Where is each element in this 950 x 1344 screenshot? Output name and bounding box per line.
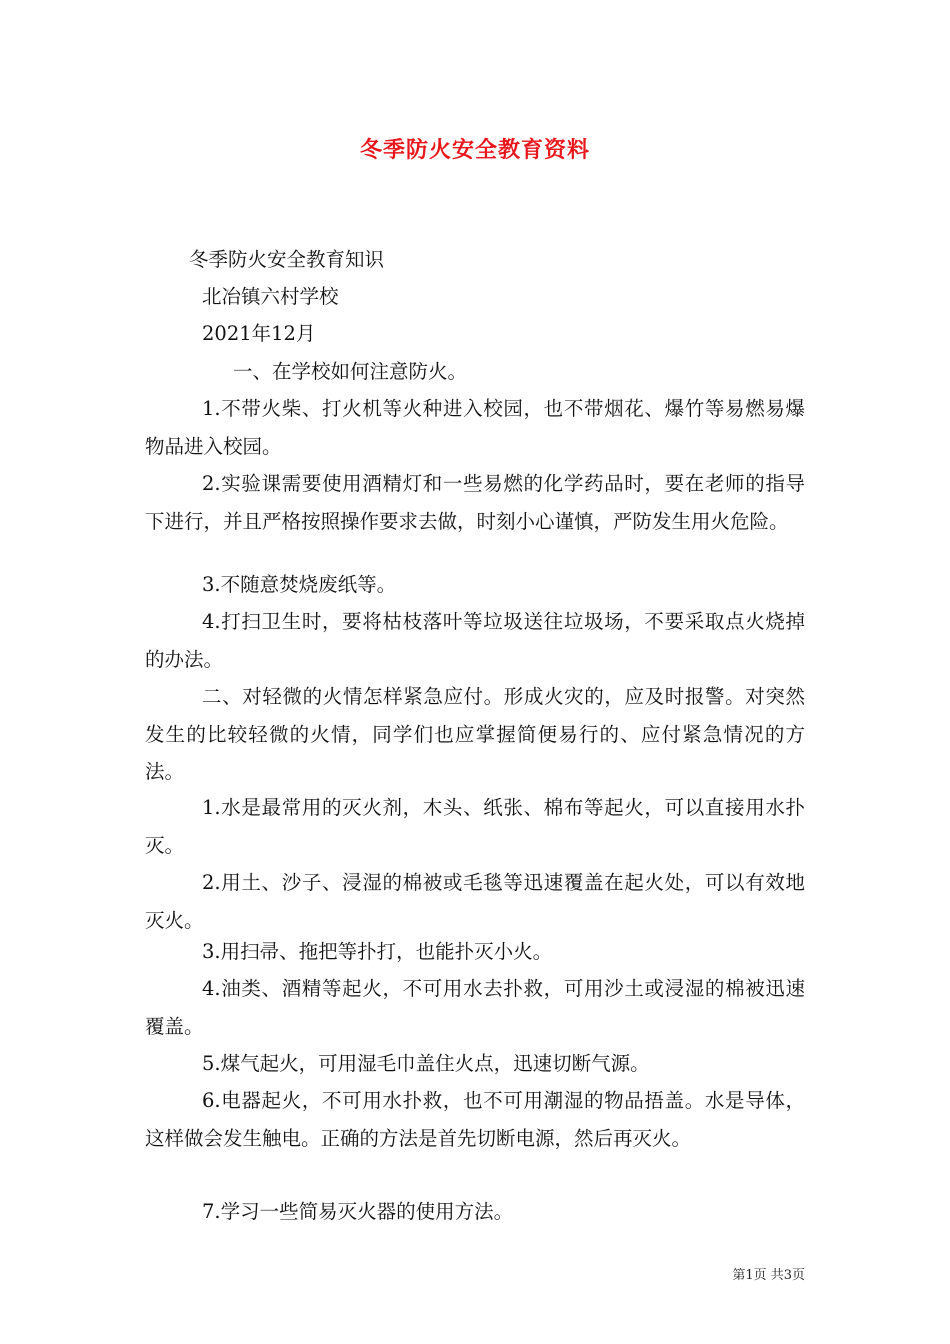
paragraph: 3.不随意焚烧废纸等。 xyxy=(202,573,397,596)
paragraph: 一、在学校如何注意防火。 xyxy=(233,360,468,383)
paragraph: 2.实验课需要使用酒精灯和一些易燃的化学药品时，要在老师的指导下进行，并且严格按照操作要求去做，时刻小心谨慎，严防发生用火危险。 xyxy=(145,472,805,533)
paragraph: 1.水是最常用的灭火剂，木头、纸张、棉布等起火，可以直接用水扑灭。 xyxy=(145,796,805,857)
paragraph: 5.煤气起火，可用湿毛巾盖住火点，迅速切断气源。 xyxy=(202,1052,650,1075)
paragraph: 3.用扫帚、拖把等扑打，也能扑灭小火。 xyxy=(202,940,553,963)
paragraph: 二、对轻微的火情怎样紧急应付。形成火灾的，应及时报警。对突然发生的比较轻微的火情，同学们也应掌握简便易行的、应付紧急情况的方法。 xyxy=(145,685,805,783)
paragraph: 2.用土、沙子、浸湿的棉被或毛毯等迅速覆盖在起火处，可以有效地灭火。 xyxy=(145,871,805,932)
page-number: 第1页 共3页 xyxy=(732,1268,805,1283)
document-subtitle: 冬季防火安全教育知识 xyxy=(189,248,385,271)
document-title: 冬季防火安全教育资料 xyxy=(359,137,590,163)
paragraph: 7.学习一些简易灭火器的使用方法。 xyxy=(202,1200,514,1223)
paragraph: 1.不带火柴、打火机等火种进入校园，也不带烟花、爆竹等易燃易爆物品进入校园。 xyxy=(145,397,805,458)
paragraph: 4.油类、酒精等起火，不可用水去扑救，可用沙土或浸湿的棉被迅速覆盖。 xyxy=(145,977,805,1038)
school-name: 北冶镇六村学校 xyxy=(202,285,339,308)
paragraph: 4.打扫卫生时，要将枯枝落叶等垃圾送往垃圾场，不要采取点火烧掉的办法。 xyxy=(145,610,805,671)
document-date: 2021年12月 xyxy=(202,322,316,345)
paragraph: 6.电器起火，不可用水扑救，也不可用潮湿的物品捂盖。水是导体，这样做会发生触电。正确的方法是首先切断电源，然后再灭火。 xyxy=(145,1089,805,1150)
